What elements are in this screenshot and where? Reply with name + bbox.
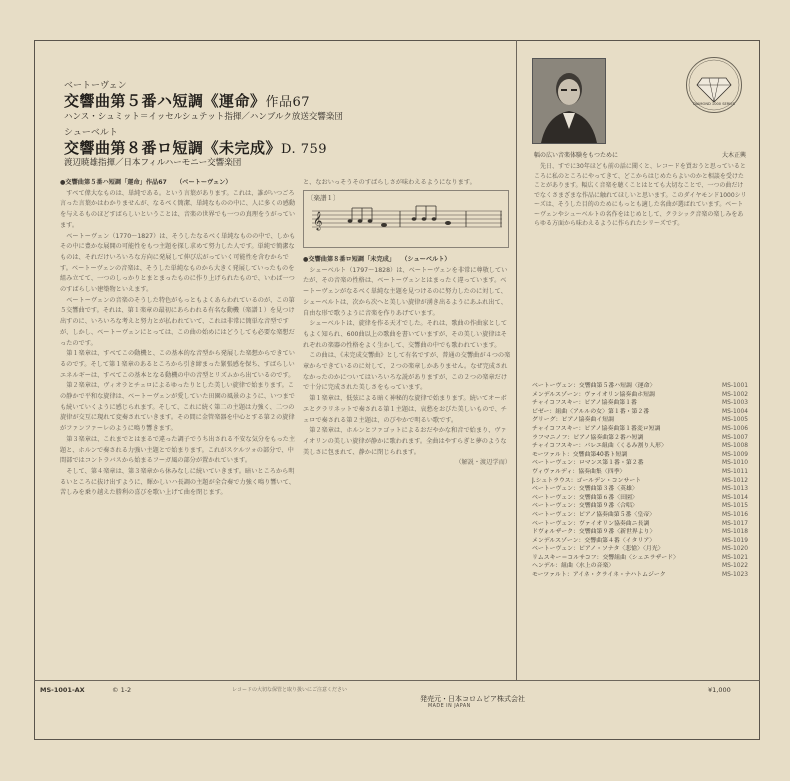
- catalog-number: MS-1014: [722, 494, 748, 501]
- portrait-figure: [533, 59, 605, 143]
- catalog-number: MS-1006: [722, 425, 748, 432]
- catalog-number: MS-1017: [722, 520, 748, 527]
- catalog-row: [532, 554, 748, 563]
- publisher: 発売元・日本コロムビア株式会社: [420, 695, 525, 703]
- notes-paragraph: 第２楽章は、ホルンとファゴットによるおだやかな和音で始まり、ヴァイオリンの美しい旋律が静かに歌われます。全曲はやすらぎと夢のような美しさに包まれて、静かに閉じられます。: [303, 427, 507, 456]
- catalog-number: MS-1013: [722, 486, 748, 493]
- catalog-title: ベートーヴェン：ロマンス第１番・第２番: [532, 460, 644, 467]
- notes-paragraph: 第１楽章は、すべてこの動機と、この基本的な音型から発展した楽想からできているのです。そして第１楽章のあるところから引き締まった緊張感を保ち、すばらしいエネルギーは、すべてこの基本となる動機の中の音型とリズムから出ているのです。: [60, 350, 295, 379]
- sidebar-caption-author: 大木正興: [721, 152, 746, 159]
- catalog-number: MS-1008: [722, 443, 748, 450]
- catalog-row: [532, 511, 748, 520]
- notes-paragraph: 第１楽章は、低弦による暗く神秘的な旋律で始まります。続いてオーボエとクラリネットで奏される第１主題は、哀愁をおびた美しいもので、チェロで奏される第２主題は、のびやかで明るい歌です。: [303, 395, 507, 424]
- catalog-title: メンデルスゾーン：ヴァイオリン協奏曲ホ短調: [532, 391, 655, 398]
- catalog-row: [532, 382, 748, 391]
- section-heading-symphony-8: ●交響曲第８番ロ短調「未完成」 （シューベルト）: [303, 256, 451, 263]
- work-title-symphony-8: [64, 137, 327, 158]
- author-portrait: [532, 58, 606, 144]
- notes-paragraph: ベートーヴェンの音楽のそうした特色がもっともよくあらわれているのが、この第５交響曲です。それは、第１楽章の最初にあらわれる有名な動機（楽譜１）を見つけ出すのに、いろいろな考えと努力とが払われていて、これは非常に簡単な音型ですが、しかし、ベートーヴェンにとっては、この曲の始めにはどうしても必要な楽想だったのです。: [60, 296, 295, 347]
- catalog-title: ベートーヴェン：交響曲第９番〈合唱〉: [532, 503, 638, 510]
- catalog-row: [532, 545, 748, 554]
- notes-column-2: [303, 255, 511, 675]
- score-label: 〔楽譜１〕: [307, 194, 340, 202]
- catalog-row: [532, 416, 748, 425]
- catalog-row: [532, 459, 748, 468]
- notes-paragraph: と、なおいっそうそのすばらしさが味わえるようになります。: [303, 179, 476, 186]
- catalog-title: ベートーヴェン：ヴァイオリン協奏曲ニ長調: [532, 520, 650, 527]
- catalog-number: MS-1012: [722, 477, 748, 484]
- work1-opus: 作品67: [265, 95, 311, 110]
- catalog-title: ベートーヴェン：ピアノ・ソナタ〈悲愴〉〈月光〉: [532, 546, 664, 553]
- column-divider: [516, 40, 517, 680]
- catalog-number-footer: MS-1001-AX: [40, 686, 85, 694]
- catalog-row: [532, 451, 748, 460]
- notes-paragraph: シューベルトは、旋律を作る天才でした。それは、歌曲の作曲家としてもよく知られ、600曲以上の歌曲を書いていますが、その美しい旋律はそれぞれの楽器の性格をよく生かして、交響曲の中でも歌われています。: [303, 320, 508, 349]
- catalog-title: ドヴォルザーク：交響曲第９番〈新世界より〉: [532, 529, 656, 536]
- catalog-title: チャイコフスキー：ピアノ協奏曲第１番変ロ短調: [532, 425, 661, 432]
- catalog-number: MS-1018: [722, 529, 748, 536]
- catalog-number: MS-1001: [722, 383, 748, 389]
- notes-paragraph: そして、第４楽章は、第３楽章から休みなしに続いていきます。暗いところから明るいところに抜け出すように、輝かしいハ長調の主題が全合奏で力強く鳴り響いて、苦しみを乗り越えた勝利の喜びを歌い上げて曲を閉じます。: [60, 467, 295, 497]
- sidebar-caption: [534, 150, 746, 159]
- catalog-row: [532, 442, 748, 451]
- catalog-row: [532, 562, 748, 571]
- catalog-title: ベートーヴェン：交響曲第６番〈田園〉: [532, 494, 638, 501]
- logo-text: DIAMOND 1000 SERIES: [693, 102, 735, 106]
- series-catalog: [532, 382, 748, 580]
- notes-col2-intro: [303, 178, 511, 190]
- svg-text:𝄞: 𝄞: [313, 211, 323, 230]
- catalog-row: [532, 537, 748, 546]
- sidebar-essay-body: 先日、すでに30年ほども前の話に聞くと、レコードを買おうと思っているところに私のところにやってきて、どこからはじめたらよいのかと相談を受けたことがあります。幅広く音楽を聴くことはとても大切なことで、一つの曲だけでなくさまざまな作品に触れてほしいと思います。このダイヤモンド1000シリーズは、そうした目的のためにもっとも適した名曲が選ばれています。ベートーヴェンやシューベルトの名作をはじめとして、クラシック音楽の楽しみをあらゆる方面から味わえるように作られたシリーズです。: [534, 163, 747, 227]
- catalog-number: MS-1010: [722, 460, 748, 467]
- catalog-number: MS-1007: [722, 434, 748, 441]
- catalog-row: [532, 425, 748, 434]
- catalog-number: MS-1023: [722, 572, 748, 579]
- catalog-title: ヴィヴァルディ：協奏曲集〈四季〉: [532, 468, 626, 475]
- catalog-title: ベートーヴェン：ピアノ協奏曲第５番〈皇帝〉: [532, 511, 655, 518]
- performer-1: ハンス・シュミット＝イッセルシュテット指揮／ハンブルク放送交響楽団: [64, 112, 343, 122]
- sidebar-caption-title: 幅の広い音楽体験をもつために: [534, 152, 619, 159]
- catalog-title: モーツァルト：アイネ・クライネ・ナハトムジーク: [532, 572, 666, 579]
- notes-paragraph: シューベルト（1797～1828）は、ベートーヴェンを非常に尊敬していたが、その音楽の性格は、ベートーヴェンとはまったく違っています。ベートーヴェンがなるべく単純な主題を見つけるのに努力したのに対して、シューベルトは、次から次へと美しい旋律が湧き出るようにあふれ出て、自由な形で歌うように音楽を作りあげています。: [303, 266, 508, 317]
- catalog-number: MS-1022: [722, 563, 748, 570]
- catalog-row: [532, 468, 748, 477]
- catalog-row: [532, 528, 748, 537]
- price: ¥1,000: [708, 686, 731, 694]
- catalog-number: MS-1019: [722, 537, 748, 544]
- catalog-row: [532, 520, 748, 529]
- catalog-row: [532, 434, 748, 443]
- staff-notation: [304, 191, 508, 247]
- notes-column-1: [60, 178, 296, 675]
- catalog-number: MS-1004: [722, 408, 748, 415]
- catalog-number: MS-1003: [722, 400, 748, 407]
- catalog-title: メンデルスゾーン：交響曲第４番〈イタリア〉: [532, 537, 656, 544]
- catalog-title: J.シュトラウス：ゴールデン・コンサート: [532, 477, 642, 484]
- catalog-title: リムスキー＝コルサコフ：交響組曲〈シェエラザード〉: [532, 554, 679, 561]
- catalog-number: MS-1005: [722, 417, 748, 424]
- notes-paragraph: 第２楽章は、ヴィオラとチェロによるゆったりとした美しい旋律で始まります。この静かで平和な旋律は、ベートーヴェンが愛していた田園の風景のように、いつまでも続いていくように感じられます。そして、これに続く第二の主題は力強く、二つの旋律が交互に現れて変奏されていきます。その間に金管楽器を中心とする第２の旋律がファンファーレのように鳴り響きます。: [60, 382, 295, 433]
- diamond-series-logo: [686, 57, 742, 113]
- work1-title: 交響曲第５番ハ短調《運命》: [64, 92, 266, 110]
- catalog-number: MS-1020: [722, 546, 748, 553]
- sub-number: © 1-2: [112, 686, 132, 694]
- performer-2: 渡辺暁雄指揮／日本フィルハーモニー交響楽団: [64, 158, 242, 168]
- work2-opus: D. 759: [281, 142, 328, 157]
- catalog-title: ビゼー：組曲〈アルルの女〉第１番・第２番: [532, 408, 650, 415]
- notes-author: （解説・渡辺学而）: [455, 459, 511, 467]
- catalog-title: モーツァルト：交響曲第40番ト短調: [532, 451, 628, 458]
- notes-paragraph: この曲は、《未完成交響曲》として有名ですが、普通の交響曲が４つの楽章からできているのに対して、２つの楽章しかありません。なぜ完成されなかったのかについてはいろいろな説がありますが、この２つの楽章だけで十分に完成された美しさをもっています。: [303, 352, 511, 392]
- composer-schubert: シューベルト: [64, 128, 118, 138]
- catalog-number: MS-1009: [722, 451, 748, 458]
- handling-notice: レコードの大切な保管と取り扱いにご注意ください: [232, 687, 348, 693]
- made-in-japan: MADE IN JAPAN: [428, 704, 471, 709]
- catalog-row: [532, 502, 748, 511]
- musical-score-example: [303, 190, 509, 248]
- notes-paragraph: すべて偉大なものは、単純である。という言葉があります。これは、誰がいつごろ言った言葉かはわかりませんが、なるべく簡潔、単純なものの中に、人に多くの感動を与えるものほどすばらしいということは、音楽の世界でも一つの真理をうがっています。: [60, 189, 296, 229]
- catalog-title: チャイコフスキー：バレエ組曲〈くるみ割り人形〉: [532, 443, 667, 450]
- footer-divider: [34, 680, 760, 681]
- notes-paragraph: 第３楽章は、これまでとはまるで違った調子でうち出される不安な気分をもった主題と、ホルンで奏される力強い主題とで始まります。これがスケルツォの部分で、中間部ではコントラバスから始まるフーガ風の部分が置かれています。: [60, 435, 296, 465]
- catalog-number: MS-1016: [722, 511, 748, 518]
- catalog-title: グリーグ：ピアノ協奏曲イ短調: [532, 417, 614, 424]
- catalog-number: MS-1021: [722, 554, 748, 561]
- catalog-number: MS-1011: [722, 468, 748, 475]
- catalog-row: [532, 494, 748, 503]
- work2-title: 交響曲第８番ロ短調《未完成》: [64, 139, 282, 157]
- catalog-row: [532, 391, 748, 400]
- composer-beethoven: ベートーヴェン: [64, 81, 127, 91]
- catalog-title: ラフマニノフ：ピアノ協奏曲第２番ハ短調: [532, 434, 644, 441]
- notes-paragraph: ベートーヴェン（1770～1827）は、そうしたなるべく単純なものの中で、しかもその中に豊かな展開の可能性をもつ主題を探し求めて努力した人です。単純で簡潔なものは、それだけいろいろな方向に発展して伸び広がっていく可能性を含むからです。ベートーヴェンの音楽は、そうした単純なものから大きく発展していったものを組み立てて、一つのしっかりとまとまったものに作り上げられたもので、いわば一つのすばらしい建築物といえます。: [60, 232, 296, 294]
- catalog-number: MS-1015: [722, 503, 748, 510]
- catalog-title: ヘンデル：組曲〈水上の音楽〉: [532, 563, 615, 570]
- catalog-row: [532, 485, 748, 494]
- catalog-row: [532, 477, 748, 486]
- catalog-title: ベートーヴェン：交響曲第５番ハ短調〈運命〉: [532, 383, 656, 389]
- catalog-row: [532, 408, 748, 417]
- catalog-row: [532, 399, 748, 408]
- catalog-number: MS-1002: [722, 391, 748, 398]
- catalog-row: [532, 571, 748, 580]
- catalog-title: ベートーヴェン：交響曲第３番〈英雄〉: [532, 486, 638, 493]
- work-title-symphony-5: [64, 90, 310, 111]
- section-heading-symphony-5: ●交響曲第５番ハ短調「運命」作品67 （ベートーヴェン）: [60, 179, 232, 186]
- sidebar-essay: [534, 162, 748, 374]
- catalog-title: チャイコフスキー：ピアノ協奏曲第１番: [532, 400, 637, 407]
